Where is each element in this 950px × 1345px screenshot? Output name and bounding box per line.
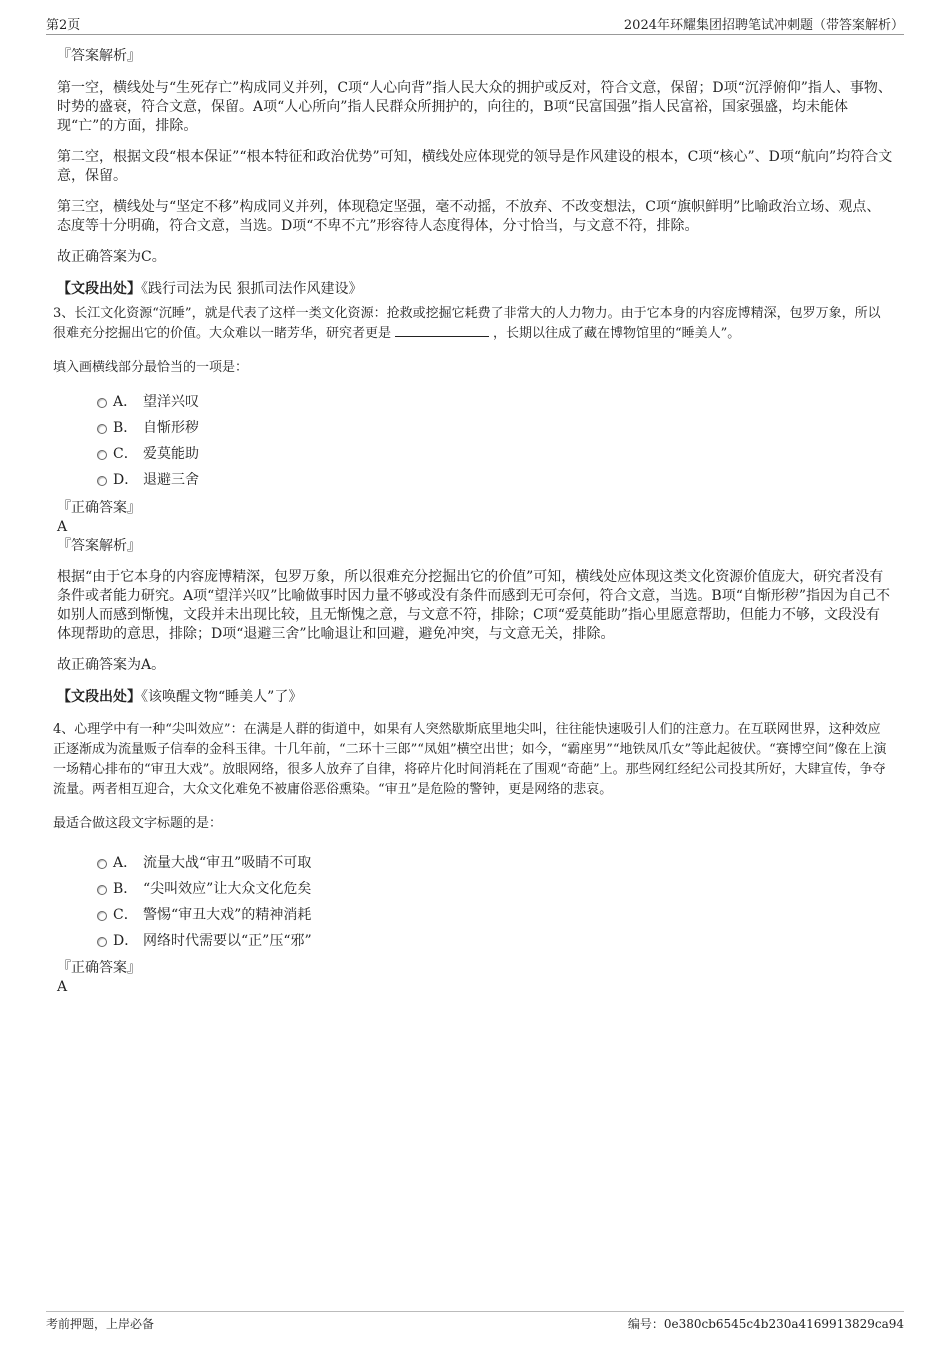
page-content: [53, 46, 893, 996]
q4-option-b[interactable]: B． “尖叫效应”让大众文化危矣: [57, 876, 893, 902]
radio-icon[interactable]: [97, 937, 107, 947]
q3-source-label: 【文段出处】: [57, 689, 141, 705]
q3-conclusion: 故正确答案为A。: [57, 657, 166, 673]
page-header: [46, 14, 904, 35]
q4-prompt: 最适合做这段文字标题的是：: [53, 816, 223, 831]
radio-icon[interactable]: [97, 885, 107, 895]
q3-source: [57, 687, 893, 707]
q4-option-d[interactable]: D． 网络时代需要以“正”压“邪”: [57, 928, 893, 954]
q3-option-a[interactable]: A． 望洋兴叹: [57, 389, 893, 415]
q2-analysis-label: 『答案解析』: [57, 48, 141, 64]
radio-icon[interactable]: [97, 911, 107, 921]
q2-analysis-para1: 第一空，横线处与“生死存亡”构成同义并列，C项“人心向背”指人民大众的拥护或反对，符合文意，保留；D项“沉浮俯仰”指人、事物、时势的盛衰，符合文意，保留。A项“人心所向”指人民群众所拥护的，向往的，B项“民富国强”指人民富裕，国家强盛，均未能体现“亡”的方面，排除。: [57, 80, 892, 134]
q2-source-text: 《践行司法为民 狠抓司法作风建设》: [141, 281, 363, 297]
page-footer: [46, 1311, 904, 1337]
q3-option-d[interactable]: D． 退避三舍: [57, 467, 893, 493]
q3-options: [57, 389, 893, 493]
q4-option-c[interactable]: C． 警惕“审丑大戏”的精神消耗: [57, 902, 893, 928]
radio-icon[interactable]: [97, 859, 107, 869]
q3-analysis-label: 『答案解析』: [57, 538, 141, 554]
q3-option-b[interactable]: B． 自惭形秽: [57, 415, 893, 441]
q3-question-text: 3、长江文化资源“沉睡”，就是代表了这样一类文化资源：抢救或挖掘它耗费了非常大的人力物力。由于它本身的内容庞博精深，包罗万象，所以很难充分挖掘出它的价值。大众难以一睹芳华，研究者更是 ，长期以往成了藏在博物馆里的“睡美人”。: [53, 306, 881, 341]
q3-correct-label: 『正确答案』: [57, 500, 141, 516]
q3-option-c[interactable]: C． 爱莫能助: [57, 441, 893, 467]
q2-analysis-para2: 第二空，根据文段“根本保证”“根本特征和政治优势”可知，横线处应体现党的领导是作风建设的根本，C项“核心”、D项“航向”均符合文意，保留。: [57, 149, 893, 184]
q4-question-text: 4、心理学中有一种“尖叫效应”：在满是人群的街道中，如果有人突然歇斯底里地尖叫，往往能快速吸引人们的注意力。在互联网世界，这种效应正逐渐成为流量贩子信奉的金科玉律。十几年前，“二环十三郎”“凤姐”横空出世；如今，“霸座男”“地铁凤爪女”等此起彼伏。“赛博空间”像在上演一场精心排布的“审丑大戏”。放眼网络，很多人放弃了自律，将碎片化时间消耗在了围观“奇葩”上。那些网红经纪公司投其所好，大肆宣传，争夺流量。两者相互迎合，大众文化难免不被庸俗恶俗熏染。“审丑”是危险的警钟，更是网络的悲哀。: [53, 722, 887, 797]
q2-analysis-para3: 第三空，横线处与“坚定不移”构成同义并列，体现稳定坚强，毫不动摇，不放弃、不改变想法，C项“旗帜鲜明”比喻政治立场、观点、态度等十分明确，符合文意，当选。D项“不卑不亢”形容待人态度得体，分寸恰当，与文意不符，排除。: [57, 199, 881, 234]
q4-correct-label: 『正确答案』: [57, 960, 141, 976]
page-number: 第2页: [46, 18, 81, 33]
q2-conclusion: 故正确答案为C。: [57, 249, 166, 265]
q3-blank: [395, 324, 489, 337]
q3-correct-answer: A: [57, 519, 68, 535]
radio-icon[interactable]: [97, 476, 107, 486]
q4-option-a[interactable]: A． 流量大战“审丑”吸睛不可取: [57, 850, 893, 876]
q2-source-label: 【文段出处】: [57, 281, 141, 297]
q4-options: [57, 850, 893, 954]
q3-source-text: 《该唤醒文物“睡美人”了》: [141, 689, 303, 705]
footer-slogan: 考前押题，上岸必备: [46, 1317, 155, 1331]
q3-prompt: 填入画横线部分最恰当的一项是：: [53, 360, 249, 375]
q4-correct-answer: A: [57, 979, 68, 995]
document-serial: 编号：0e380cb6545c4b230a4169913829ca94: [627, 1317, 904, 1331]
radio-icon[interactable]: [97, 398, 107, 408]
radio-icon[interactable]: [97, 424, 107, 434]
q2-source: [57, 279, 893, 299]
document-title: 2024年环耀集团招聘笔试冲刺题（带答案解析）: [623, 18, 904, 33]
q3-analysis: 根据“由于它本身的内容庞博精深，包罗万象，所以很难充分挖掘出它的价值”可知，横线处应体现这类文化资源价值庞大，研究者没有条件或者能力研究。A项“望洋兴叹”比喻做事时因力量不够或没有条件而感到无可奈何，符合文意，当选。B项“自惭形秽”指因为自己不如别人而感到惭愧，文段并未出现比较，且无惭愧之意，与文意不符，排除；C项“爱莫能助”指心里愿意帮助，但能力不够，文段没有体现帮助的意思，排除；D项“退避三舍”比喻退让和回避，避免冲突，与文意无关，排除。: [57, 569, 891, 642]
radio-icon[interactable]: [97, 450, 107, 460]
